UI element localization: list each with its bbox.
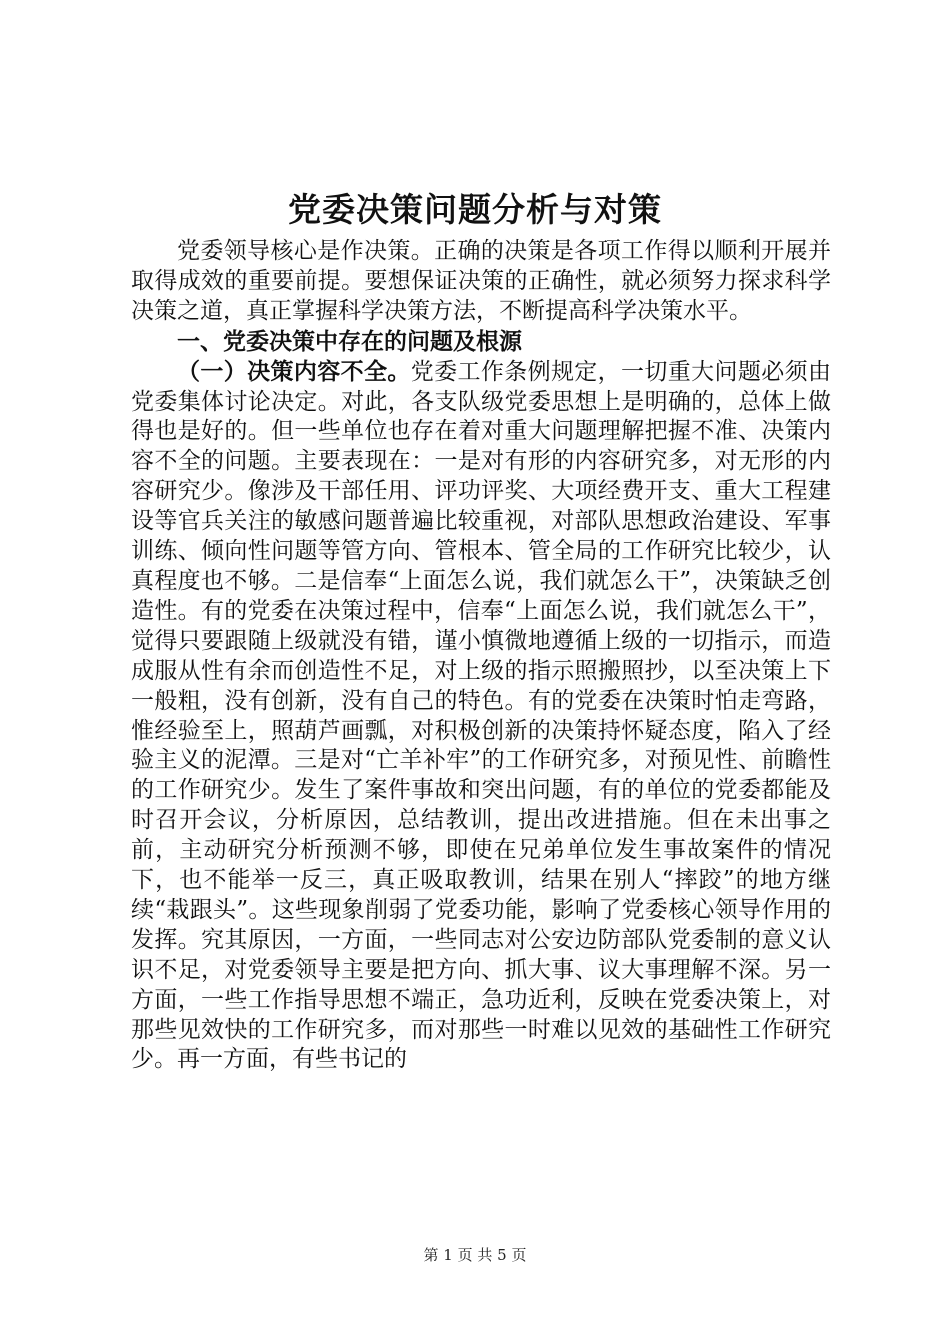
subsection-paragraph	[131, 357, 831, 1076]
section-heading: 一、党委决策中存在的问题及根源	[177, 327, 522, 355]
document-title: 党委决策问题分析与对策	[288, 190, 662, 229]
intro-paragraph: 党委领导核心是作决策。正确的决策是各项工作得以顺利开展并取得成效的重要前提。要想保证决策的正确性，就必须努力探求科学决策之道，真正掌握科学决策方法，不断提高科学决策水平。	[131, 238, 831, 324]
page-footer: 第 1 页 共 5 页	[423, 1246, 527, 1264]
subsection-body: 党委工作条例规定，一切重大问题必须由党委集体讨论决定。对此，各支队级党委思想上是明确的，总体上做得也是好的。但一些单位也存在着对重大问题理解把握不准、决策内容不全的问题。主要表现在：一是对有形的内容研究多，对无形的内容研究少。像涉及干部任用、评功评奖、大项经费开支、重大工程建设等官兵关注的敏感问题普遍比较重视，对部队思想政治建设、军事训练、倾向性问题等管方向、管根本、管全局的工作研究比较少，认真程度也不够。二是信奉“上面怎么说，我们就怎么干”，决策缺乏创造性。有的党委在决策过程中，信奉“上面怎么说，我们就怎么干”，觉得只要跟随上级就没有错，谨小慎微地遵循上级的一切指示，而造成服从性有余而创造性不足，对上级的指示照搬照抄，以至决策上下一般粗，没有创新，没有自己的特色。有的党委在决策时怕走弯路，惟经验至上，照葫芦画瓢，对积极创新的决策持怀疑态度，陷入了经验主义的泥潭。三是对“亡羊补牢”的工作研究多，对预见性、前瞻性的工作研究少。发生了案件事故和突出问题，有的单位的党委都能及时召开会议，分析原因，总结教训，提出改进措施。但在未出事之前，主动研究分析预测不够，即使在兄弟单位发生事故案件的情况下，也不能举一反三，真正吸取教训，结果在别人“摔跤”的地方继续“栽跟头”。这些现象削弱了党委功能，影响了党委核心领导作用的发挥。究其原因，一方面，一些同志对公安边防部队党委制的意义认识不足，对党委领导主要是把方向、抓大事、议大事理解不深。另一方面，一些工作指导思想不端正，急功近利，反映在党委决策上，对那些见效快的工作研究多，而对那些一时难以见效的基础性工作研究少。再一方面，有些书记的	[131, 358, 832, 1073]
document-body	[131, 237, 831, 1075]
subsection-lead: （一）决策内容不全。	[177, 357, 411, 385]
